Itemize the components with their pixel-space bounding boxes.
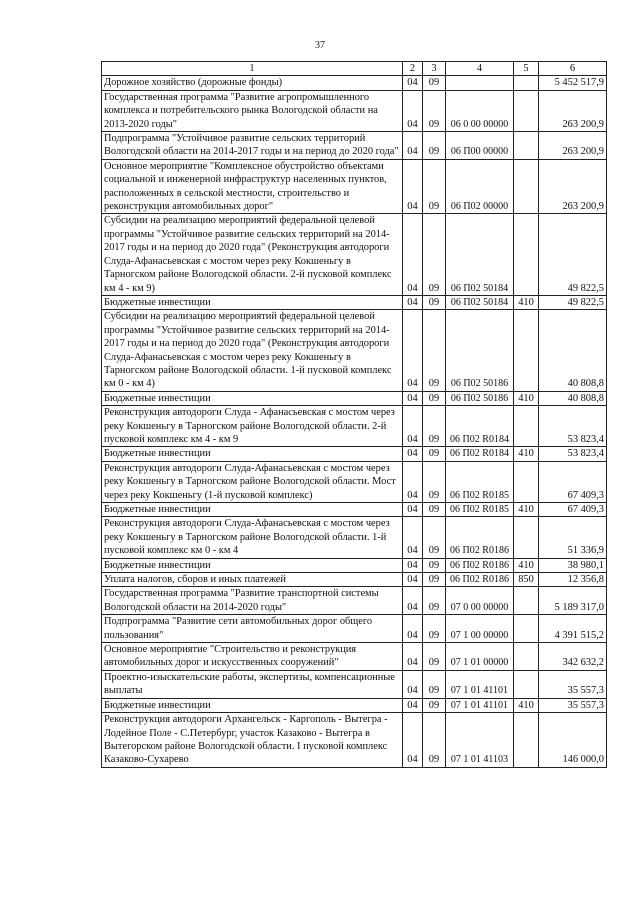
row-target-code: 06 П02 R0185 [446, 461, 514, 502]
row-amount: 53 823,4 [539, 406, 607, 447]
row-section: 04 [403, 503, 423, 517]
table-row [102, 461, 607, 502]
row-section: 04 [403, 76, 423, 90]
row-expense-type [514, 615, 539, 643]
row-amount: 342 632,2 [539, 643, 607, 671]
row-target-code: 06 П02 50186 [446, 391, 514, 405]
row-name: Государственная программа "Развитие агропромышленного комплекса и потребительского рынка Вологодской области на 2013-2020 годы" [102, 90, 403, 131]
row-target-code: 06 П02 R0186 [446, 573, 514, 587]
table-row [102, 615, 607, 643]
row-subsection: 09 [423, 295, 446, 309]
row-expense-type [514, 406, 539, 447]
table-row [102, 391, 607, 405]
row-expense-type [514, 310, 539, 391]
row-subsection: 09 [423, 132, 446, 160]
row-subsection: 09 [423, 159, 446, 214]
row-amount: 40 808,8 [539, 391, 607, 405]
row-amount: 263 200,9 [539, 159, 607, 214]
row-expense-type [514, 587, 539, 615]
table-row [102, 643, 607, 671]
row-subsection: 09 [423, 643, 446, 671]
row-section: 04 [403, 295, 423, 309]
row-subsection: 09 [423, 391, 446, 405]
row-amount: 38 980,1 [539, 558, 607, 572]
row-name: Бюджетные инвестиции [102, 558, 403, 572]
row-subsection: 09 [423, 447, 446, 461]
table-row [102, 517, 607, 558]
row-subsection: 09 [423, 558, 446, 572]
table-row [102, 76, 607, 90]
header-col-1: 1 [102, 62, 403, 76]
row-expense-type: 410 [514, 558, 539, 572]
row-section: 04 [403, 643, 423, 671]
row-target-code: 06 П00 00000 [446, 132, 514, 160]
row-name: Реконструкция автодороги Слуда - Афанасьевская с мостом через реку Кокшеньгу в Тарногском районе Вологодской области. 2-й пусковой комплекс км 4 - км 9 [102, 406, 403, 447]
row-target-code: 06 П02 R0186 [446, 517, 514, 558]
table-row [102, 447, 607, 461]
row-expense-type [514, 713, 539, 768]
row-target-code: 07 1 01 00000 [446, 643, 514, 671]
row-subsection: 09 [423, 90, 446, 131]
row-subsection: 09 [423, 517, 446, 558]
table-row [102, 214, 607, 295]
row-section: 04 [403, 391, 423, 405]
row-subsection: 09 [423, 698, 446, 712]
row-amount: 5 189 317,0 [539, 587, 607, 615]
row-target-code: 06 П02 50184 [446, 214, 514, 295]
row-expense-type: 410 [514, 698, 539, 712]
row-section: 04 [403, 132, 423, 160]
row-amount: 40 808,8 [539, 310, 607, 391]
row-name: Бюджетные инвестиции [102, 391, 403, 405]
row-section: 04 [403, 310, 423, 391]
row-subsection: 09 [423, 310, 446, 391]
table-row [102, 310, 607, 391]
row-subsection: 09 [423, 573, 446, 587]
row-expense-type: 410 [514, 447, 539, 461]
row-section: 04 [403, 461, 423, 502]
table-row [102, 573, 607, 587]
row-target-code: 07 1 01 41101 [446, 670, 514, 698]
row-target-code: 07 0 00 00000 [446, 587, 514, 615]
row-subsection: 09 [423, 406, 446, 447]
page-number: 37 [315, 40, 325, 51]
row-expense-type [514, 90, 539, 131]
row-name: Реконструкция автодороги Слуда-Афанасьевская с мостом через реку Кокшеньгу в Тарногском районе Вологодской области. 1-й пусковой комплекс км 0 - км 4 [102, 517, 403, 558]
budget-table [101, 61, 607, 768]
row-expense-type: 850 [514, 573, 539, 587]
row-section: 04 [403, 587, 423, 615]
row-section: 04 [403, 573, 423, 587]
row-expense-type [514, 214, 539, 295]
row-amount: 35 557,3 [539, 698, 607, 712]
row-subsection: 09 [423, 713, 446, 768]
row-amount: 263 200,9 [539, 90, 607, 131]
row-target-code: 06 П02 50184 [446, 295, 514, 309]
row-expense-type [514, 159, 539, 214]
row-section: 04 [403, 713, 423, 768]
row-amount: 4 391 515,2 [539, 615, 607, 643]
row-subsection: 09 [423, 461, 446, 502]
table-row [102, 159, 607, 214]
table-row [102, 132, 607, 160]
row-section: 04 [403, 447, 423, 461]
row-amount: 53 823,4 [539, 447, 607, 461]
row-amount: 49 822,5 [539, 214, 607, 295]
row-amount: 5 452 517,9 [539, 76, 607, 90]
header-col-3: 3 [423, 62, 446, 76]
table-row [102, 503, 607, 517]
row-name: Бюджетные инвестиции [102, 698, 403, 712]
row-target-code: 06 П02 R0184 [446, 406, 514, 447]
row-expense-type [514, 643, 539, 671]
row-amount: 146 000,0 [539, 713, 607, 768]
row-subsection: 09 [423, 214, 446, 295]
row-amount: 67 409,3 [539, 461, 607, 502]
row-amount: 12 356,8 [539, 573, 607, 587]
row-target-code: 07 1 01 41101 [446, 698, 514, 712]
row-expense-type: 410 [514, 295, 539, 309]
row-name: Бюджетные инвестиции [102, 447, 403, 461]
row-name: Уплата налогов, сборов и иных платежей [102, 573, 403, 587]
table-header-row [102, 62, 607, 76]
row-section: 04 [403, 670, 423, 698]
table-row [102, 406, 607, 447]
row-section: 04 [403, 558, 423, 572]
row-expense-type [514, 517, 539, 558]
row-section: 04 [403, 698, 423, 712]
row-expense-type [514, 132, 539, 160]
row-target-code: 06 П02 R0186 [446, 558, 514, 572]
row-name: Реконструкция автодороги Архангельск - Каргополь - Вытегра - Лодейное Поле - С.Петербург, участок Казаково - Вытегра в Вытегорском районе Вологодской области. I пусковой комплекс Казаково-Сухарево [102, 713, 403, 768]
table-row [102, 670, 607, 698]
row-target-code: 06 0 00 00000 [446, 90, 514, 131]
row-amount: 263 200,9 [539, 132, 607, 160]
row-subsection: 09 [423, 670, 446, 698]
header-col-4: 4 [446, 62, 514, 76]
row-target-code: 06 П02 50186 [446, 310, 514, 391]
row-expense-type [514, 76, 539, 90]
row-section: 04 [403, 615, 423, 643]
header-col-2: 2 [403, 62, 423, 76]
header-col-6: 6 [539, 62, 607, 76]
row-amount: 35 557,3 [539, 670, 607, 698]
row-subsection: 09 [423, 503, 446, 517]
row-name: Реконструкция автодороги Слуда-Афанасьевская с мостом через реку Кокшеньгу в Тарногском районе Вологодской области. Мост через реку Кокшеньгу (1-й пусковой комплекс) [102, 461, 403, 502]
row-name: Проектно-изыскательские работы, экспертизы, компенсационные выплаты [102, 670, 403, 698]
row-amount: 49 822,5 [539, 295, 607, 309]
row-name: Бюджетные инвестиции [102, 295, 403, 309]
row-name: Субсидии на реализацию мероприятий федеральной целевой программы "Устойчивое развитие сельских территорий на 2014-2017 годы и на период до 2020 года" (Реконструкция автодороги Слуда-Афанасьевская с мостом через реку Кокшеньгу в Тарногском районе Вологодской области. 1-й пусковой комплекс км 0 - км 4) [102, 310, 403, 391]
row-subsection: 09 [423, 76, 446, 90]
table-row [102, 295, 607, 309]
row-section: 04 [403, 214, 423, 295]
row-section: 04 [403, 159, 423, 214]
row-name: Подпрограмма "Устойчивое развитие сельских территорий Вологодской области на 2014-2017 годы и на период до 2020 года" [102, 132, 403, 160]
row-name: Подпрограмма "Развитие сети автомобильных дорог общего пользования" [102, 615, 403, 643]
row-target-code: 07 1 00 00000 [446, 615, 514, 643]
row-expense-type [514, 461, 539, 502]
row-subsection: 09 [423, 587, 446, 615]
table-row [102, 90, 607, 131]
table-row [102, 587, 607, 615]
row-name: Основное мероприятие "Строительство и реконструкция автомобильных дорог и искусственных сооружений" [102, 643, 403, 671]
row-expense-type: 410 [514, 391, 539, 405]
row-subsection: 09 [423, 615, 446, 643]
row-section: 04 [403, 406, 423, 447]
row-name: Государственная программа "Развитие транспортной системы Вологодской области на 2014-2020 годы" [102, 587, 403, 615]
row-name: Бюджетные инвестиции [102, 503, 403, 517]
header-col-5: 5 [514, 62, 539, 76]
table-row [102, 698, 607, 712]
row-name: Субсидии на реализацию мероприятий федеральной целевой программы "Устойчивое развитие сельских территорий на 2014-2017 годы и на период до 2020 года" (Реконструкция автодороги Слуда-Афанасьевская с мостом через реку Кокшеньгу в Тарногском районе Вологодской области. 2-й пусковой комплекс км 4 - км 9) [102, 214, 403, 295]
row-expense-type: 410 [514, 503, 539, 517]
row-target-code: 07 1 01 41103 [446, 713, 514, 768]
row-target-code: 06 П02 R0184 [446, 447, 514, 461]
row-name: Основное мероприятие "Комплексное обустройство объектами социальной и инженерной инфраструктур населенных пунктов, расположенных в сельской местности, строительство и реконструкция автомобильных дорог" [102, 159, 403, 214]
row-name: Дорожное хозяйство (дорожные фонды) [102, 76, 403, 90]
row-section: 04 [403, 517, 423, 558]
row-target-code: 06 П02 00000 [446, 159, 514, 214]
row-target-code [446, 76, 514, 90]
row-amount: 51 336,9 [539, 517, 607, 558]
row-amount: 67 409,3 [539, 503, 607, 517]
row-section: 04 [403, 90, 423, 131]
row-expense-type [514, 670, 539, 698]
table-row [102, 558, 607, 572]
row-target-code: 06 П02 R0185 [446, 503, 514, 517]
table-row [102, 713, 607, 768]
